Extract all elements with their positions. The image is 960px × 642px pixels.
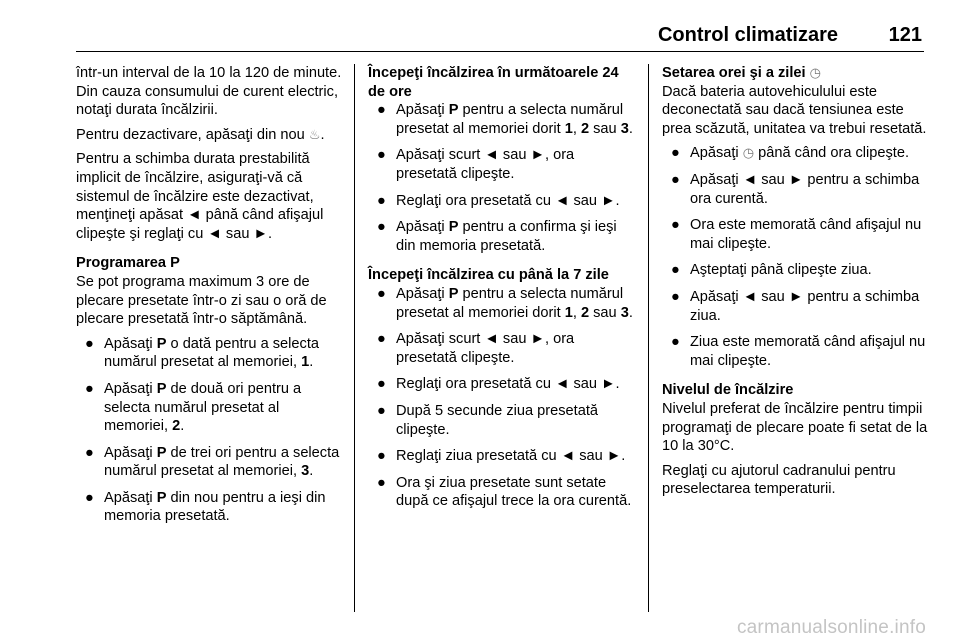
list-item: ● Reglaţi ziua presetată cu ◄ sau ►. [377, 448, 626, 465]
right-arrow-icon: ► [788, 171, 804, 188]
bullet-icon: ● [671, 171, 680, 188]
list-item: ● Aşteptaţi până clipeşte ziua. [671, 262, 872, 279]
right-arrow-icon: ► [606, 448, 622, 465]
list-item: ● Apăsaţi scurt ◄ sau ►, ora presetată clipeşte. [377, 147, 575, 182]
clock-icon: ◷ [742, 145, 755, 161]
bullet-icon: ● [85, 335, 94, 352]
list-item: ● După 5 secunde ziua presetată clipeşte. [377, 402, 599, 438]
page-title: Control climatizare [657, 24, 838, 46]
list-item: ● Apăsaţi P de trei ori pentru a selecta numărul presetat al memoriei, 3. [85, 444, 340, 480]
paragraph: Reglaţi cu ajutorul cadranului pentru preselectarea temperaturii. [662, 462, 896, 498]
column-2 [368, 64, 636, 519]
section-heading: Programarea P [76, 255, 180, 272]
column-3 [662, 64, 932, 505]
left-arrow-icon: ◄ [484, 331, 499, 348]
paragraph: Dacă bateria autovehiculului este deconectată sau dacă tensiunea este prea scăzută, unitatea va trebui resetată. [662, 83, 927, 137]
bullet-icon: ● [377, 331, 386, 348]
list-item: ● Ora este memorată când afişajul nu mai clipeşte. [671, 217, 922, 252]
list-item: ● Apăsaţi scurt ◄ sau ►, ora presetată clipeşte. [377, 331, 575, 366]
list-item: ● Ziua este memorată când afişajul nu mai clipeşte. [671, 334, 926, 369]
list-item: ● Reglaţi ora presetată cu ◄ sau ►. [377, 192, 620, 209]
heater-icon: ♨ [308, 126, 321, 142]
left-arrow-icon: ◄ [555, 192, 570, 209]
left-arrow-icon: ◄ [555, 376, 570, 393]
column-divider [354, 64, 355, 612]
left-arrow-icon: ◄ [560, 448, 576, 465]
list-item: ● Apăsaţi P pentru a confirma şi ieşi din memoria presetată. [377, 219, 617, 254]
watermark[interactable]: carmanualsonline.info [736, 617, 926, 638]
paragraph: Pentru a schimba durata prestabilită implicit de încălzire, asiguraţi-vă că sistemul de încălzire este dezactivat, menţineţi apăsat ◄ până când afişajul clipeşte şi reglaţi cu ◄ sau ►. [76, 151, 324, 242]
right-arrow-icon: ► [530, 331, 545, 348]
bullet-icon: ● [85, 489, 94, 506]
list-item: ● Apăsaţi P pentru a selecta numărul presetat al memoriei dorit 1, 2 sau 3. [377, 102, 633, 137]
bullet-icon: ● [377, 192, 386, 209]
left-arrow-icon: ◄ [484, 147, 499, 164]
section-heading: Începeţi încălzirea în următoarele 24 de ore [368, 65, 619, 100]
bullet-list [368, 285, 636, 511]
clock-icon: ◷ [809, 65, 821, 80]
bullet-icon: ● [377, 448, 386, 465]
right-arrow-icon: ► [601, 192, 616, 209]
page-header [76, 0, 924, 52]
list-item: ● Apăsaţi P de două ori pentru a selecta numărul presetat al memoriei, 2. [85, 380, 302, 435]
paragraph: Nivelul preferat de încălzire pentru timpii programaţi de plecare poate fi setat de la 10 la 30°C. [662, 400, 928, 455]
left-arrow-icon: ◄ [187, 207, 202, 224]
page-number: 121 [888, 24, 922, 46]
bullet-icon: ● [85, 444, 94, 461]
list-item: ● Ora şi ziua presetate sunt setate după ce afişajul trece la ora curentă. [377, 474, 632, 510]
bullet-icon: ● [377, 102, 386, 119]
bullet-icon: ● [671, 217, 680, 234]
list-item: ● Reglaţi ora presetată cu ◄ sau ►. [377, 376, 620, 393]
right-arrow-icon: ► [788, 288, 804, 305]
list-item: ● Apăsaţi ◄ sau ► pentru a schimba ora curentă. [671, 171, 920, 207]
bullet-icon: ● [85, 380, 94, 397]
bullet-icon: ● [377, 402, 386, 419]
right-arrow-icon: ► [601, 376, 616, 393]
right-arrow-icon: ► [253, 225, 268, 242]
bullet-icon: ● [377, 147, 386, 164]
bullet-icon: ● [377, 219, 386, 236]
bullet-list [76, 335, 344, 526]
bullet-icon: ● [671, 288, 680, 305]
paragraph: Pentru dezactivare, apăsaţi din nou ♨. [76, 126, 325, 143]
bullet-icon: ● [377, 474, 386, 491]
list-item: ● Apăsaţi P din nou pentru a ieşi din memoria presetată. [85, 489, 326, 525]
bullet-icon: ● [377, 285, 386, 302]
paragraph: într-un interval de la 10 la 120 de minute. Din cauza consumului de curent electric, notaţi durata încălzirii. [76, 65, 342, 119]
column-1 [76, 64, 344, 534]
bullet-list [662, 144, 932, 370]
bullet-icon: ● [671, 334, 680, 351]
bullet-icon: ● [377, 376, 386, 393]
list-item: ● Apăsaţi P o dată pentru a selecta numărul presetat al memoriei, 1. [85, 335, 319, 371]
list-item: ● Apăsaţi P pentru a selecta numărul presetat al memoriei dorit 1, 2 sau 3. [377, 285, 633, 321]
section-heading: Nivelul de încălzire [662, 382, 794, 399]
left-arrow-icon: ◄ [742, 288, 758, 305]
bullet-list [368, 101, 636, 255]
left-arrow-icon: ◄ [742, 171, 758, 188]
section-heading: Începeţi încălzirea cu până la 7 zile [368, 267, 609, 284]
section-heading: Setarea orei şi a zilei ◷ [662, 65, 821, 81]
paragraph: Se pot programa maximum 3 ore de plecare presetate într-o zi sau o oră de plecare presetată într-o săptămână. [76, 273, 327, 328]
list-item: ● Apăsaţi ◄ sau ► pentru a schimba ziua. [671, 288, 920, 324]
bullet-icon: ● [671, 145, 680, 162]
left-arrow-icon: ◄ [207, 225, 222, 242]
column-divider [648, 64, 649, 612]
bullet-icon: ● [671, 262, 680, 279]
right-arrow-icon: ► [530, 147, 545, 164]
list-item: ● Apăsaţi ◷ până când ora clipeşte. [671, 145, 910, 162]
